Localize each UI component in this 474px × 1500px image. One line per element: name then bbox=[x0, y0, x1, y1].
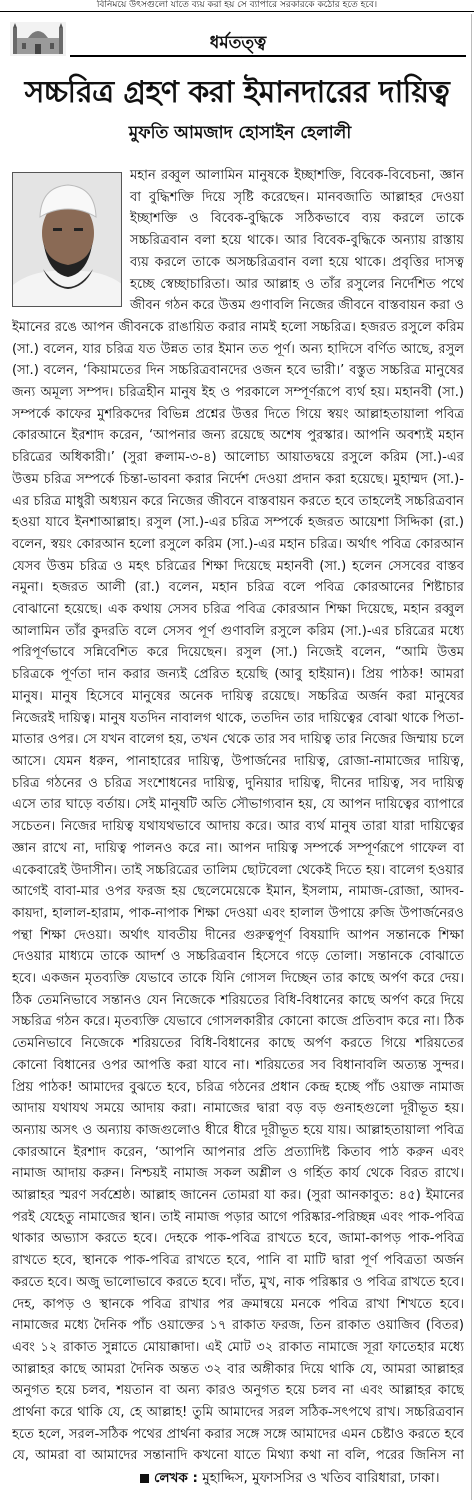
article-headline: সচ্চরিত্র গ্রহণ করা ইমানদারের দায়িত্ব bbox=[24, 75, 450, 110]
author-credit bbox=[140, 1468, 470, 1488]
section-header bbox=[10, 20, 466, 58]
bullet-square-icon bbox=[140, 1474, 149, 1483]
credit-text: মুহাদ্দিস, মুফাসসির ও খতিব বারিধারা, ঢাকা। bbox=[202, 1470, 440, 1486]
article-author: মুফতি আমজাদ হোসাইন হেলালী bbox=[128, 123, 352, 143]
credit-label: লেখক : bbox=[154, 1470, 198, 1486]
section-divider bbox=[70, 55, 466, 57]
article-body bbox=[12, 165, 464, 1465]
photo-wrap-space bbox=[12, 165, 130, 315]
section-title: ধর্মতত্ত্ব bbox=[209, 33, 267, 53]
article-body-text: মহান রব্বুল আলামিন মানুষকে ইচ্ছাশক্তি, বিবেক-বিবেচনা, জ্ঞান বা বুদ্ধিশক্তি দিয়ে সৃষ্টি করেছেন। মানবজাতি আল্লাহর দেওয়া ইচ্ছাশক্তি ও বিবেক-বুদ্ধিকে সঠিকভাবে ব্যয় করলে তাকে সচ্চরিত্রবান বলা হয়ে থাকে। আর বিবেক-বুদ্ধিকে অন্যায় রাস্তায় ব্যয় করলে তাকে অসচ্চরিত্রবান বলা হয়ে থাকে। প্রবৃত্তির দাসত্ব হচ্ছে স্বেচ্ছাচারিতা। আর আল্লাহ ও তাঁর রসুলের নির্দেশিত পথে জীবন গঠন করে উত্তম গুণাবলি নিজের জীবনে বাস্তবায়ন করা ও ইমানের রঙে আপন জীবনকে রাঙায়িত করার নামই হলো সচ্চরিত্র। হজরত রসুলে করিম (সা.) বলেন, যার চরিত্র যত উন্নত তার ইমান তত পূর্ণ। অন্য হাদিসে বর্ণিত আছে, রসুল (সা.) বলেন, ‘কিয়ামতের দিন সচ্চরিত্রবানদের ওজন হবে ভারী।’ বস্তুত সচ্চরিত্র মানুষের জন্য অমূল্য সম্পদ। চরিত্রহীন মানুষ ইহ ও পরকালে সম্পূর্ণরূপে ব্যর্থ হয়। মহানবী (সা.) সম্পর্কে কাফের মুশরিকদের বিভিন্ন প্রশ্নের উত্তর দিতে গিয়ে স্বয়ং আল্লাহতায়ালা পবিত্র কোরআনে ইরশাদ করেন, ‘আপনার জন্য রয়েছে অশেষ পুরস্কার। আপনি অবশ্যই মহান চরিত্রের অধিকারী।’ (সুরা ক্বলাম-৩-৪) আলোচ্য আয়াতদ্বয়ে রসুলে করিম (সা.)-এর উত্তম চরিত্র সম্পর্কে চিন্তা-ভাবনা করার নির্দেশ দেওয়া প্রদান করা হয়েছে। মুহাম্মদ (সা.)-এর চরিত্র মাধুরী অধ্যয়ন করে নিজের জীবনে বাস্তবায়ন করতে হবে তাহলেই সচ্চরিত্রবান হওয়া যাবে ইনশাআল্লাহ। রসুল (সা.)-এর চরিত্র সম্পর্কে হজরত আয়েশা সিদ্দিকা (রা.) বলেন, স্বয়ং কোরআন হলো রসুলে করিম (সা.)-এর মহান চরিত্র। অর্থাৎ পবিত্র কোরআন যেসব উত্তম চরিত্র ও মহৎ চরিত্রের শিক্ষা দিয়েছে মহানবী (সা.) হলেন সেসবের বাস্তব নমুনা। হজরত আলী (রা.) বলেন, মহান চরিত্র বলে পবিত্র কোরআনের শিষ্টাচার বোঝানো হয়েছে। এক কথায় সেসব চরিত্র পবিত্র কোরআন শিক্ষা দিয়েছে, মহান রব্বুল আলামিন তাঁর কুদরতি বলে সেসব পূর্ণ গুণাবলি রসুলে করিম (সা.)-এর চরিত্রের মধ্যে পরিপূর্ণভাবে সন্নিবেশিত করে দিয়েছেন। রসুল (সা.) নিজেই বলেন, “আমি উত্তম চরিত্রকে পূর্ণতা দান করার জন্যই প্রেরিত হয়েছি (আবু হাইয়ান)। প্রিয় পাঠক! আমরা মানুষ। মানুষ হিসেবে মানুষের অনেক দায়িত্ব রয়েছে। সচ্চরিত্র অর্জন করা মানুষের নিজেরই দায়িত্ব। মানুষ যতদিন নাবালগ থাকে, ততদিন তার দায়িত্বের বোঝা থাকে পিতা-মাতার ওপর। সে যখন বালেগ হয়, তখন থেকে তার সব দায়িত্ব তার নিজের জিম্মায় চলে আসে। যেমন ধরুন, পানাহারের দায়িত্ব, উপার্জনের দায়িত্ব, রোজা-নামাজের দায়িত্ব, চরিত্র গঠনের ও চরিত্র সংশোধনের দায়িত্ব, দুনিয়ার দায়িত্ব, দীনের দায়িত্ব, সব দায়িত্ব এসে তার ঘাড়ে বর্তায়। সেই মানুষটি অতি সৌভাগ্যবান হয়, যে আপন দায়িত্বের ব্যাপারে সচেতন। নিজের দায়িত্ব যথাযথভাবে আদায় করে। আর ব্যর্থ মানুষ তারা যারা দায়িত্বের জ্ঞান রাখে না, দায়িত্ব পালনও করে না। আপন দায়িত্ব সম্পর্কে সম্পূর্ণরূপে গাফেল বা একেবারেই উদাসীন। তাই সচ্চরিত্রের তালিম ছোটবেলা থেকেই দিতে হয়। বালেগ হওয়ার আগেই বাবা-মার ওপর ফরজ হয় ছেলেমেয়েকে ইমান, ইসলাম, নামাজ-রোজা, আদব-কায়দা, হালাল-হারাম, পাক-নাপাক শিক্ষা দেওয়া এবং হালাল উপায়ে রুজি উপার্জনেরও পন্থা শিক্ষা দেওয়া। অর্থাৎ যাবতীয় দীনের গুরুত্বপূর্ণ বিষয়াদি আপন সন্তানকে শিক্ষা দেওয়ার মাধ্যমে তাকে আদর্শ ও সচ্চরিত্রবান হিসেবে গড়ে তোলা। সন্তানকে বোঝাতে হবে। একজন মৃতব্যক্তি যেভাবে তাকে যিনি গোসল দিচ্ছেন তার কাছে অর্পণ করে দেয়। ঠিক তেমনিভাবে সন্তানও যেন নিজেকে শরিয়তের বিধি-বিধানের কাছে অর্পণ করে দিয়ে সচ্চরিত্র গঠন করে। মৃতব্যক্তি যেভাবে গোসলকারীর কোনো কাজে প্রতিবাদ করে না। ঠিক তেমনিভাবে নিজেকে শরিয়তের বিধি-বিধানের কাছে অর্পণ করতে গিয়ে শরিয়তের কোনো বিধানের ওপর আপত্তি করা যাবে না। শরিয়তের সব বিধানাবলি অত্যন্ত সুন্দর। প্রিয় পাঠক! আমাদের বুঝতে হবে, চরিত্র গঠনের প্রধান কেন্দ্র হচ্ছে পাঁচ ওয়াক্ত নামাজ আদায় যথাযথ সময়ে আদায় করা। নামাজের দ্বারা বড় বড় গুনাহগুলো দূরীভূত হয়। অন্যায় অসৎ ও অন্যায় কাজগুলোও ধীরে ধীরে দূরীভূত হয়ে যায়। আল্লাহতায়ালা পবিত্র কোরআনে ইরশাদ করেন, ‘আপনি আপনার প্রতি প্রত্যাদিষ্ট কিতাব পাঠ করুন এবং নামাজ আদায় করুন। নিশ্চয়ই নামাজ সকল অশ্লীল ও গর্হিত কার্য থেকে বিরত রাখে। আল্লাহর স্মরণ সর্বশ্রেষ্ঠ। আল্লাহ জানেন তোমরা যা কর। (সুরা আনকাবুত: ৪৫) ইমানের পরই যেহেতু নামাজের স্থান। তাই নামাজ পড়ার আগে পরিষ্কার-পরিচ্ছন্ন এবং পাক-পবিত্র থাকার অভ্যাস করতে হবে। দেহকে পাক-পবিত্র রাখতে হবে, জামা-কাপড় পাক-পবিত্র রাখতে হবে, স্থানকে পাক-পবিত্র রাখতে হবে, পানি বা মাটি দ্বারা পূর্ণ পবিত্রতা অর্জন করতে হবে। অজু ভালোভাবে করতে হবে। দাঁত, মুখ, নাক পরিষ্কার ও পবিত্র রাখতে হবে। দেহ, কাপড় ও স্থানকে পবিত্র রাখার পর ক্রমান্বয়ে মনকে পবিত্র রাখা শিখতে হবে। নামাজের মধ্যে দৈনিক পাঁচ ওয়াক্তের ১৭ রাকাত ফরজ, তিন রাকাত ওয়াজিব (বিতর) এবং ১২ রাকাত সুন্নাতে মোয়াক্কাদা। এই মোট ৩২ রাকাত নামাজে সূরা ফাতেহার মধ্যে আল্লাহর কাছে আমরা দৈনিক অন্তত ৩২ বার অঙ্গীকার দিয়ে থাকি যে, আমরা আল্লাহর অনুগত হয়ে চলব, শয়তান বা অন্য কারও অনুগত হয়ে চলব না এবং আল্লাহর কাছে প্রার্থনা করে থাকি যে, হে আল্লাহ! তুমি আমাদের সরল সঠিক-সৎপথে রাখ। সচ্চরিত্রবান হতে হলে, সরল-সঠিক পথের প্রার্থনা করার সঙ্গে সঙ্গে আমাদের এমন চেষ্টাও করতে হবে যে, আমরা বা আমাদের সন্তানাদি কখনো যাতে মিথ্যা কথা না বলি, পরের জিনিস না bbox=[12, 168, 464, 1464]
column-divider bbox=[471, 14, 472, 1500]
previous-article-tail: বিনিময়ে উৎসগুলো যাতে ব্যয় করা হয় সে ব্যাপারে সরকারকে কঠোর হতে হবে। bbox=[0, 0, 474, 12]
